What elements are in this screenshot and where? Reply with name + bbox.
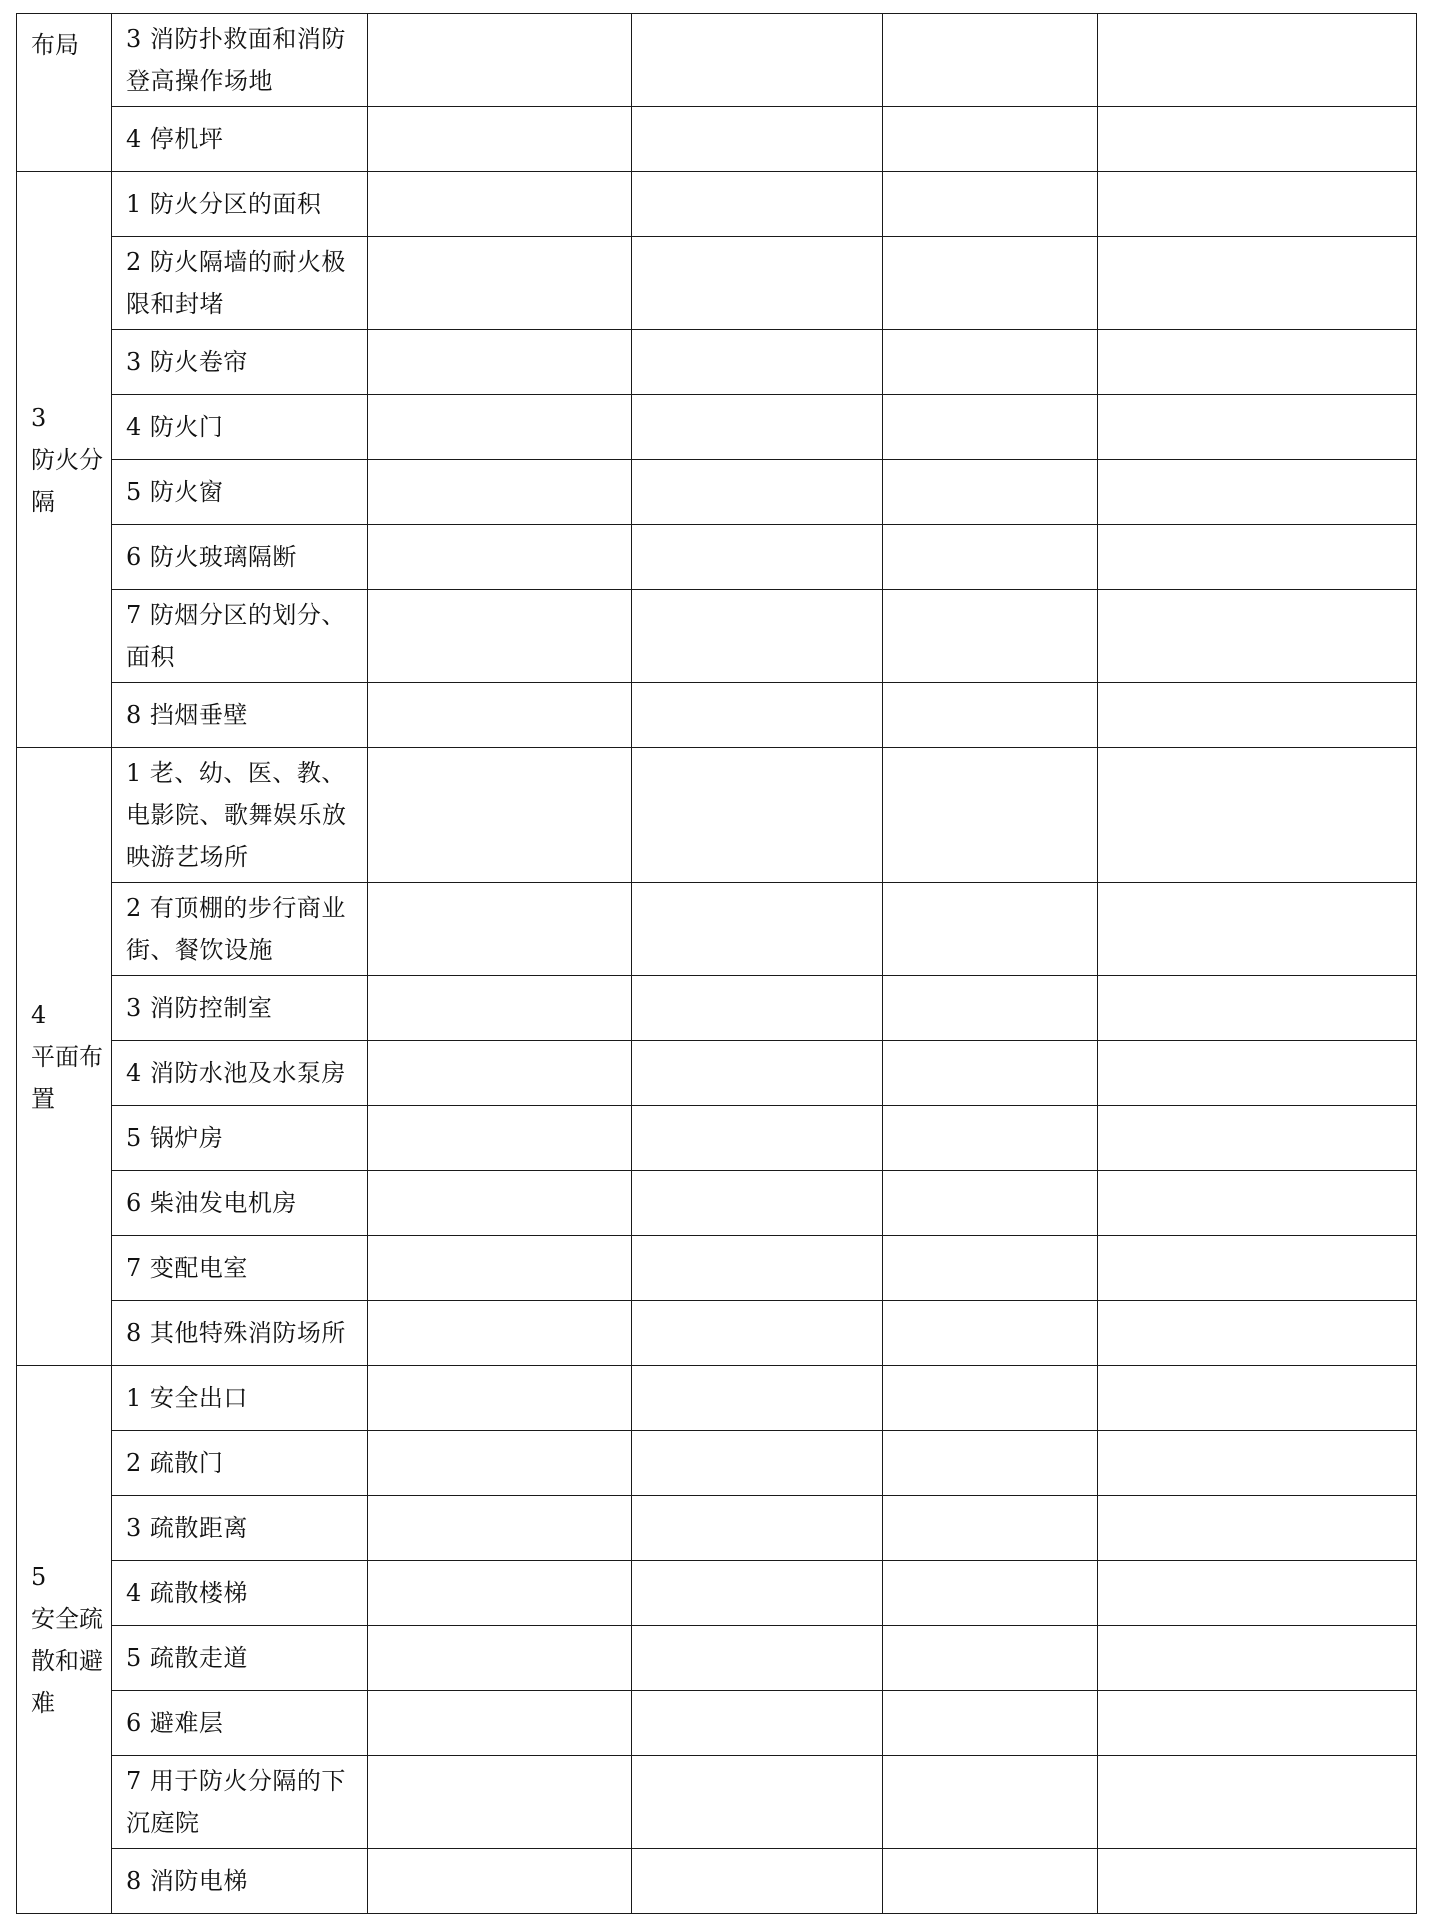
blank-cell[interactable] xyxy=(368,1431,632,1496)
blank-cell[interactable] xyxy=(632,683,883,748)
blank-cell[interactable] xyxy=(1098,1691,1417,1756)
table-row xyxy=(17,976,1417,1041)
blank-cell[interactable] xyxy=(883,172,1098,237)
table-row xyxy=(17,883,1417,976)
item-label: 3 消防控制室 xyxy=(112,976,368,1041)
table-row xyxy=(17,330,1417,395)
blank-cell[interactable] xyxy=(883,1236,1098,1301)
blank-cell[interactable] xyxy=(368,1171,632,1236)
blank-cell[interactable] xyxy=(632,1431,883,1496)
blank-cell[interactable] xyxy=(883,1106,1098,1171)
blank-cell[interactable] xyxy=(368,460,632,525)
table-row xyxy=(17,1561,1417,1626)
blank-cell[interactable] xyxy=(368,683,632,748)
table-row xyxy=(17,1431,1417,1496)
table-row xyxy=(17,1496,1417,1561)
table-row xyxy=(17,107,1417,172)
blank-cell[interactable] xyxy=(1098,330,1417,395)
table-row xyxy=(17,525,1417,590)
table-row xyxy=(17,683,1417,748)
group-label: 平面布置 xyxy=(31,1042,103,1113)
blank-cell[interactable] xyxy=(883,1366,1098,1431)
blank-cell[interactable] xyxy=(883,1561,1098,1626)
table-row xyxy=(17,460,1417,525)
blank-cell[interactable] xyxy=(368,525,632,590)
blank-cell[interactable] xyxy=(632,1236,883,1301)
item-label: 5 疏散走道 xyxy=(112,1626,368,1691)
blank-cell[interactable] xyxy=(368,1626,632,1691)
blank-cell[interactable] xyxy=(368,1849,632,1914)
item-label: 7 用于防火分隔的下沉庭院 xyxy=(112,1756,368,1849)
blank-cell[interactable] xyxy=(883,590,1098,683)
item-label: 1 防火分区的面积 xyxy=(112,172,368,237)
table-row xyxy=(17,1171,1417,1236)
item-label: 2 防火隔墙的耐火极限和封堵 xyxy=(112,237,368,330)
item-label: 3 防火卷帘 xyxy=(112,330,368,395)
table-row xyxy=(17,590,1417,683)
blank-cell[interactable] xyxy=(368,976,632,1041)
group-cell-evacuation xyxy=(17,1366,112,1914)
blank-cell[interactable] xyxy=(632,1626,883,1691)
group-label: 防火分隔 xyxy=(31,445,103,516)
blank-cell[interactable] xyxy=(883,1496,1098,1561)
group-cell-fire-separation xyxy=(17,172,112,748)
item-label: 3 消防扑救面和消防登高操作场地 xyxy=(112,14,368,107)
table-row xyxy=(17,1626,1417,1691)
table-row xyxy=(17,237,1417,330)
blank-cell[interactable] xyxy=(368,107,632,172)
item-label: 8 挡烟垂壁 xyxy=(112,683,368,748)
table-row xyxy=(17,1756,1417,1849)
item-label: 4 停机坪 xyxy=(112,107,368,172)
blank-cell[interactable] xyxy=(883,1041,1098,1106)
blank-cell[interactable] xyxy=(368,590,632,683)
group-cell-layout xyxy=(17,14,112,172)
blank-cell[interactable] xyxy=(632,1366,883,1431)
blank-cell[interactable] xyxy=(368,748,632,883)
blank-cell[interactable] xyxy=(883,460,1098,525)
blank-cell[interactable] xyxy=(1098,883,1417,976)
blank-cell[interactable] xyxy=(883,883,1098,976)
blank-cell[interactable] xyxy=(1098,976,1417,1041)
blank-cell[interactable] xyxy=(632,1561,883,1626)
inspection-table xyxy=(16,13,1417,1914)
table-row xyxy=(17,1301,1417,1366)
blank-cell[interactable] xyxy=(632,1106,883,1171)
item-label: 8 其他特殊消防场所 xyxy=(112,1301,368,1366)
blank-cell[interactable] xyxy=(1098,460,1417,525)
blank-cell[interactable] xyxy=(1098,1236,1417,1301)
item-label: 1 老、幼、医、教、电影院、歌舞娱乐放映游艺场所 xyxy=(112,748,368,883)
blank-cell[interactable] xyxy=(632,976,883,1041)
blank-cell[interactable] xyxy=(632,1496,883,1561)
blank-cell[interactable] xyxy=(632,1041,883,1106)
item-label: 3 疏散距离 xyxy=(112,1496,368,1561)
table-row xyxy=(17,1849,1417,1914)
blank-cell[interactable] xyxy=(1098,1496,1417,1561)
blank-cell[interactable] xyxy=(883,748,1098,883)
table-row xyxy=(17,1366,1417,1431)
blank-cell[interactable] xyxy=(1098,395,1417,460)
item-label: 4 消防水池及水泵房 xyxy=(112,1041,368,1106)
table-row xyxy=(17,1041,1417,1106)
blank-cell[interactable] xyxy=(632,748,883,883)
blank-cell[interactable] xyxy=(1098,107,1417,172)
blank-cell[interactable] xyxy=(1098,172,1417,237)
blank-cell[interactable] xyxy=(632,237,883,330)
blank-cell[interactable] xyxy=(368,1041,632,1106)
blank-cell[interactable] xyxy=(1098,237,1417,330)
blank-cell[interactable] xyxy=(368,1366,632,1431)
blank-cell[interactable] xyxy=(1098,590,1417,683)
item-label: 6 柴油发电机房 xyxy=(112,1171,368,1236)
blank-cell[interactable] xyxy=(883,395,1098,460)
blank-cell[interactable] xyxy=(368,395,632,460)
blank-cell[interactable] xyxy=(368,172,632,237)
item-label: 8 消防电梯 xyxy=(112,1849,368,1914)
blank-cell[interactable] xyxy=(368,1236,632,1301)
blank-cell[interactable] xyxy=(632,1171,883,1236)
blank-cell[interactable] xyxy=(883,1301,1098,1366)
blank-cell[interactable] xyxy=(1098,1756,1417,1849)
item-label: 5 防火窗 xyxy=(112,460,368,525)
blank-cell[interactable] xyxy=(632,460,883,525)
blank-cell[interactable] xyxy=(368,1301,632,1366)
blank-cell[interactable] xyxy=(632,395,883,460)
blank-cell[interactable] xyxy=(883,107,1098,172)
blank-cell[interactable] xyxy=(1098,1849,1417,1914)
blank-cell[interactable] xyxy=(632,525,883,590)
blank-cell[interactable] xyxy=(632,1301,883,1366)
blank-cell[interactable] xyxy=(883,1849,1098,1914)
item-label: 1 安全出口 xyxy=(112,1366,368,1431)
blank-cell[interactable] xyxy=(632,1756,883,1849)
blank-cell[interactable] xyxy=(1098,683,1417,748)
blank-cell[interactable] xyxy=(1098,525,1417,590)
blank-cell[interactable] xyxy=(368,1756,632,1849)
blank-cell[interactable] xyxy=(1098,1106,1417,1171)
table-row xyxy=(17,395,1417,460)
table-row xyxy=(17,1106,1417,1171)
blank-cell[interactable] xyxy=(368,883,632,976)
blank-cell[interactable] xyxy=(368,14,632,107)
item-label: 7 变配电室 xyxy=(112,1236,368,1301)
blank-cell[interactable] xyxy=(368,1561,632,1626)
item-label: 4 防火门 xyxy=(112,395,368,460)
blank-cell[interactable] xyxy=(368,1496,632,1561)
blank-cell[interactable] xyxy=(632,330,883,395)
blank-cell[interactable] xyxy=(1098,1041,1417,1106)
blank-cell[interactable] xyxy=(632,1691,883,1756)
blank-cell[interactable] xyxy=(1098,1366,1417,1431)
group-number: 4 xyxy=(31,1000,47,1029)
group-cell-floor-layout xyxy=(17,748,112,1366)
blank-cell[interactable] xyxy=(1098,1171,1417,1236)
item-label: 6 避难层 xyxy=(112,1691,368,1756)
blank-cell[interactable] xyxy=(632,107,883,172)
blank-cell[interactable] xyxy=(368,1691,632,1756)
item-label: 4 疏散楼梯 xyxy=(112,1561,368,1626)
blank-cell[interactable] xyxy=(883,976,1098,1041)
blank-cell[interactable] xyxy=(883,683,1098,748)
blank-cell[interactable] xyxy=(632,883,883,976)
blank-cell[interactable] xyxy=(368,330,632,395)
blank-cell[interactable] xyxy=(1098,1626,1417,1691)
blank-cell[interactable] xyxy=(883,1431,1098,1496)
group-label: 安全疏散和避难 xyxy=(31,1604,103,1717)
group-number: 5 xyxy=(31,1562,47,1591)
blank-cell[interactable] xyxy=(632,172,883,237)
table-row xyxy=(17,172,1417,237)
blank-cell[interactable] xyxy=(1098,748,1417,883)
blank-cell[interactable] xyxy=(883,330,1098,395)
blank-cell[interactable] xyxy=(1098,1561,1417,1626)
table-row xyxy=(17,1691,1417,1756)
table-row xyxy=(17,748,1417,883)
blank-cell[interactable] xyxy=(1098,1431,1417,1496)
blank-cell[interactable] xyxy=(883,525,1098,590)
blank-cell[interactable] xyxy=(883,1626,1098,1691)
item-label: 7 防烟分区的划分、面积 xyxy=(112,590,368,683)
group-number: 3 xyxy=(31,403,47,432)
blank-cell[interactable] xyxy=(883,1171,1098,1236)
blank-cell[interactable] xyxy=(883,237,1098,330)
blank-cell[interactable] xyxy=(368,237,632,330)
blank-cell[interactable] xyxy=(632,590,883,683)
item-label: 6 防火玻璃隔断 xyxy=(112,525,368,590)
item-label: 2 疏散门 xyxy=(112,1431,368,1496)
table-row xyxy=(17,14,1417,107)
group-label: 布局 xyxy=(31,31,79,59)
blank-cell[interactable] xyxy=(1098,1301,1417,1366)
blank-cell[interactable] xyxy=(883,1756,1098,1849)
blank-cell[interactable] xyxy=(883,1691,1098,1756)
blank-cell[interactable] xyxy=(1098,14,1417,107)
blank-cell[interactable] xyxy=(883,14,1098,107)
blank-cell[interactable] xyxy=(632,1849,883,1914)
blank-cell[interactable] xyxy=(368,1106,632,1171)
item-label: 5 锅炉房 xyxy=(112,1106,368,1171)
item-label: 2 有顶棚的步行商业街、餐饮设施 xyxy=(112,883,368,976)
table-row xyxy=(17,1236,1417,1301)
blank-cell[interactable] xyxy=(632,14,883,107)
